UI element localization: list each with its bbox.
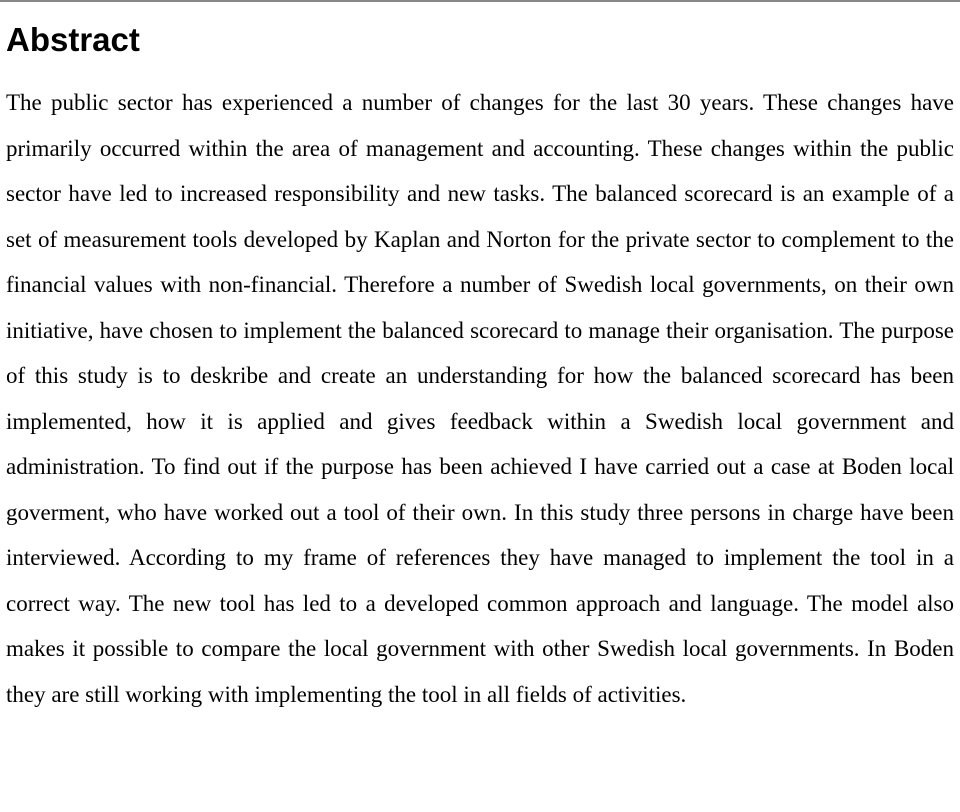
abstract-paragraph: The public sector has experienced a number of changes for the last 30 years. These changes have primarily occurred within the area of management and accounting. These changes within the public sector have led to increased responsibility and new tasks. The balanced scorecard is an example of a set of measurement tools developed by Kaplan and Norton for the private sector to complement to the financial values with non-financial. Therefore a number of Swedish local governments, on their own initiative, have chosen to implement the balanced scorecard to manage their organisation. The purpose of this study is to deskribe and create an understanding for how the balanced scorecard has been implemented, how it is applied and gives feedback within a Swedish local government and administration. To find out if the purpose has been achieved I have carried out a case at Boden local goverment, who have worked out a tool of their own. In this study three persons in charge have been interviewed. According to my frame of references they have managed to implement the tool in a correct way. The new tool has led to a developed common approach and language. The model also makes it possible to compare the local government with other Swedish local governments. In Boden they are still working with implementing the tool in all fields of activities.	[6, 90, 954, 707]
abstract-heading: Abstract	[6, 21, 140, 58]
document-page	[6, 16, 954, 717]
top-rule	[0, 0, 960, 2]
